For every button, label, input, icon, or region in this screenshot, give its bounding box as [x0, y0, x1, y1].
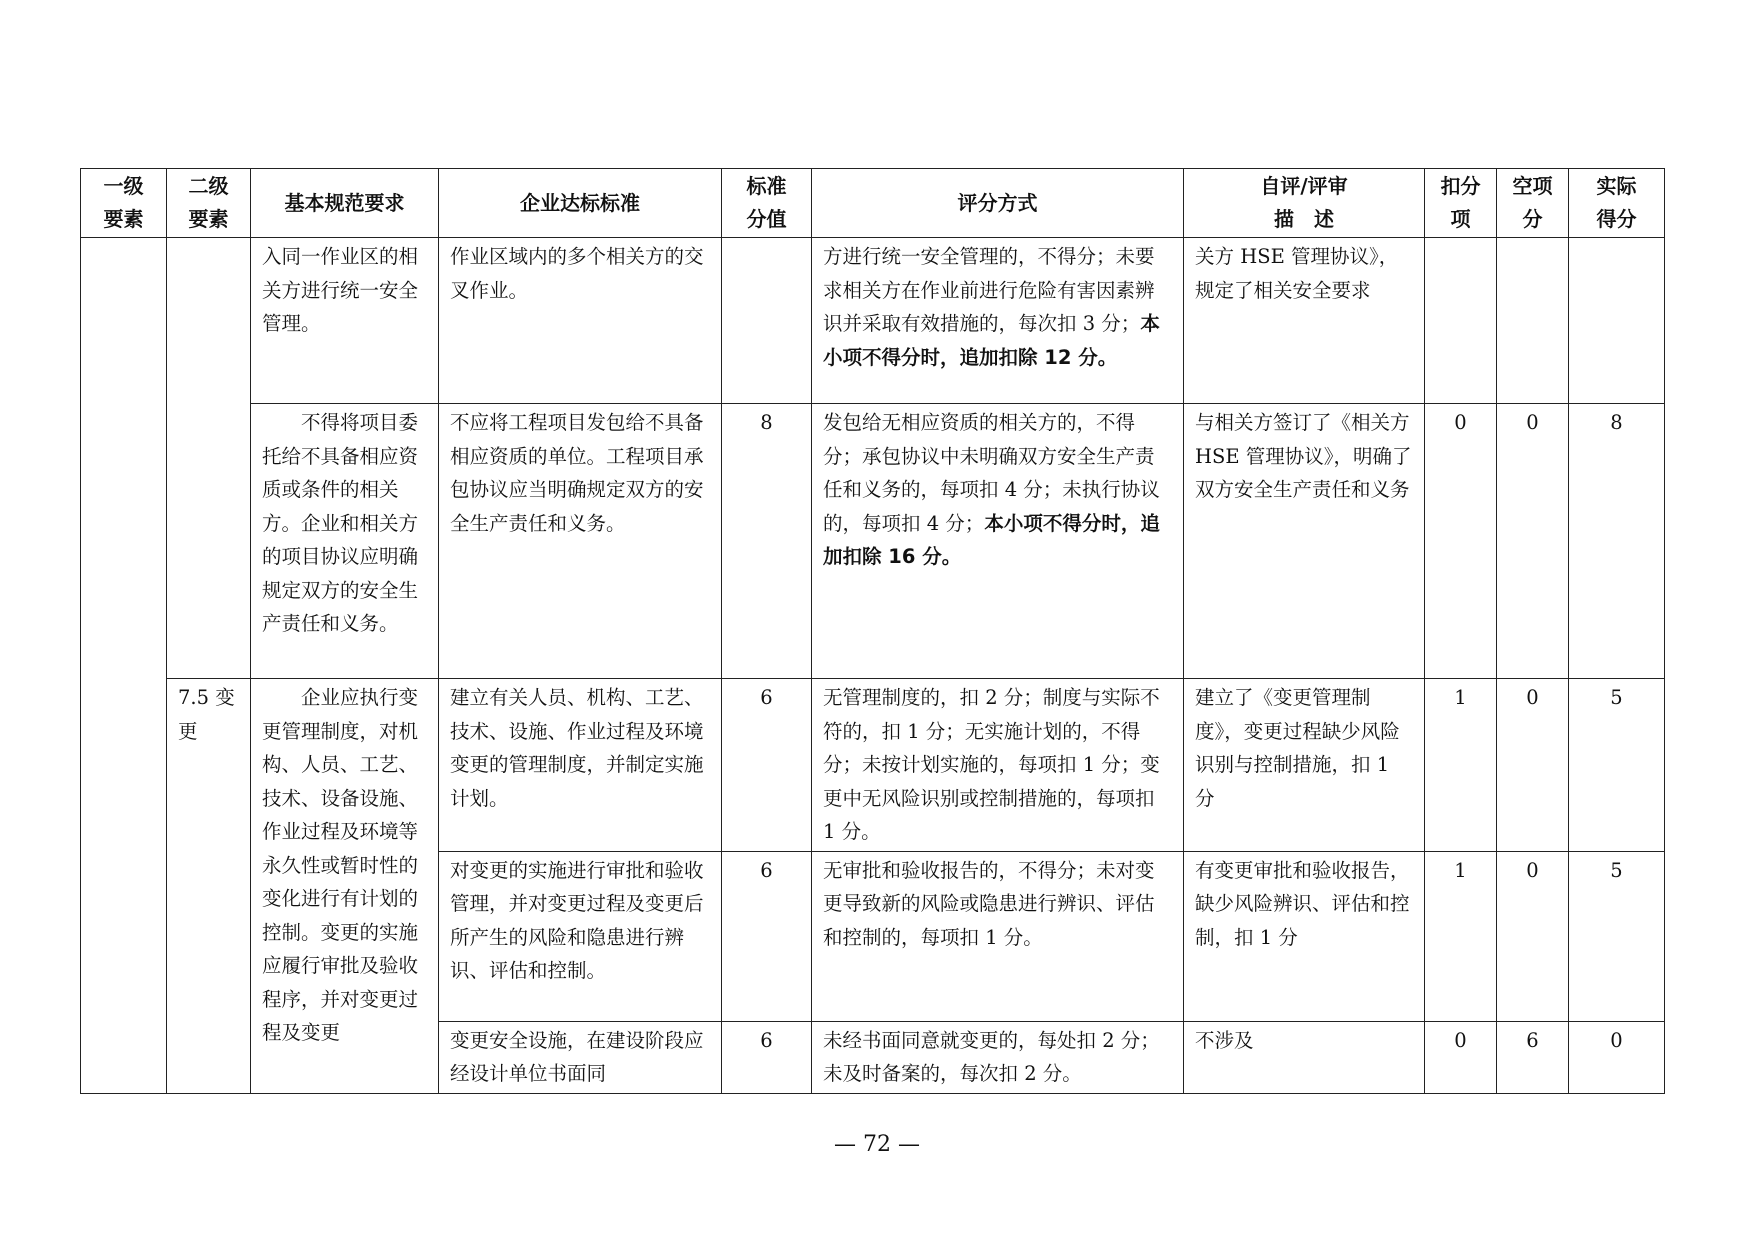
requirement-cell: 入同一作业区的相关方进行统一安全管理。 — [251, 238, 439, 404]
level1-cell — [81, 238, 167, 1094]
method-cell — [812, 238, 1184, 404]
method-cell — [812, 404, 1184, 679]
standard-cell: 不应将工程项目发包给不具备相应资质的单位。工程项目承包协议应当明确规定双方的安全生产责任和义务。 — [439, 404, 722, 679]
actual-cell: 5 — [1569, 679, 1665, 852]
method-bold-text: 本小项不得分时，追加扣除 12 分。 — [823, 312, 1160, 369]
requirement-cell: 企业应执行变更管理制度，对机构、人员、工艺、技术、设备设施、作业过程及环境等永久性或暂时性的变化进行有计划的控制。变更的实施应履行审批及验收程序，并对变更过程及变更 — [251, 679, 439, 1094]
header-description — [1184, 169, 1425, 238]
standard-cell: 建立有关人员、机构、工艺、技术、设施、作业过程及环境变更的管理制度，并制定实施计划。 — [439, 679, 722, 852]
header-level1-line1: 一级 — [103, 174, 144, 198]
table-row — [81, 404, 1665, 679]
deduct-cell: 0 — [1425, 1021, 1497, 1093]
header-level1-line2: 要素 — [103, 207, 144, 231]
method-cell: 无管理制度的，扣 2 分；制度与实际不符的，扣 1 分；无实施计划的，不得分；未按计划实施的，每项扣 1 分；变更中无风险识别或控制措施的，每项扣 1 分。 — [812, 679, 1184, 852]
header-level1 — [81, 169, 167, 238]
requirement-cell: 不得将项目委托给不具备相应资质或条件的相关方。企业和相关方的项目协议应明确规定双方的安全生产责任和义务。 — [251, 404, 439, 679]
score-cell: 6 — [722, 1021, 812, 1093]
deduct-cell: 0 — [1425, 404, 1497, 679]
header-description-line1: 自评/评审 — [1260, 174, 1348, 198]
header-requirement: 基本规范要求 — [251, 169, 439, 238]
deduct-cell — [1425, 238, 1497, 404]
standard-cell: 对变更的实施进行审批和验收管理，并对变更过程及变更后所产生的风险和隐患进行辨识、评估和控制。 — [439, 851, 722, 1021]
empty-cell: 0 — [1497, 679, 1569, 852]
description-cell: 有变更审批和验收报告，缺少风险辨识、评估和控制，扣 1 分 — [1184, 851, 1425, 1021]
deduct-cell: 1 — [1425, 679, 1497, 852]
actual-cell — [1569, 238, 1665, 404]
header-empty-line1: 空项 — [1512, 174, 1553, 198]
header-score-line1: 标准 — [746, 174, 787, 198]
evaluation-table — [80, 168, 1665, 1094]
method-cell: 未经书面同意就变更的，每处扣 2 分；未及时备案的，每次扣 2 分。 — [812, 1021, 1184, 1093]
empty-cell: 0 — [1497, 851, 1569, 1021]
page-number: — 72 — — [834, 1132, 920, 1157]
method-bold-text: 本小项不得分时，追加扣除 16 分。 — [823, 511, 1160, 568]
header-deduct-line1: 扣分 — [1440, 174, 1481, 198]
header-empty — [1497, 169, 1569, 238]
header-actual — [1569, 169, 1665, 238]
empty-cell: 6 — [1497, 1021, 1569, 1093]
header-score-line2: 分值 — [746, 207, 787, 231]
header-deduct-line2: 项 — [1450, 207, 1471, 231]
header-description-line2: 描 述 — [1274, 207, 1334, 231]
header-method: 评分方式 — [812, 169, 1184, 238]
actual-cell: 0 — [1569, 1021, 1665, 1093]
header-level2-line2: 要素 — [188, 207, 229, 231]
score-cell: 8 — [722, 404, 812, 679]
header-actual-line1: 实际 — [1596, 174, 1637, 198]
header-standard: 企业达标标准 — [439, 169, 722, 238]
level2-cell: 7.5 变更 — [167, 679, 251, 1094]
description-cell: 关方 HSE 管理协议》，规定了相关安全要求 — [1184, 238, 1425, 404]
deduct-cell: 1 — [1425, 851, 1497, 1021]
header-level2-line1: 二级 — [188, 174, 229, 198]
header-level2 — [167, 169, 251, 238]
method-text: 方进行统一安全管理的，不得分；未要求相关方在作业前进行危险有害因素辨识并采取有效措施的，每次扣 3 分； — [823, 245, 1155, 335]
table-row — [81, 238, 1665, 404]
table-header-row — [81, 169, 1665, 238]
score-cell — [722, 238, 812, 404]
header-deduct — [1425, 169, 1497, 238]
standard-cell: 作业区域内的多个相关方的交叉作业。 — [439, 238, 722, 404]
actual-cell: 5 — [1569, 851, 1665, 1021]
header-empty-line2: 分 — [1522, 207, 1543, 231]
score-cell: 6 — [722, 679, 812, 852]
standard-cell: 变更安全设施，在建设阶段应经设计单位书面同 — [439, 1021, 722, 1093]
empty-cell — [1497, 238, 1569, 404]
empty-cell: 0 — [1497, 404, 1569, 679]
method-cell: 无审批和验收报告的，不得分；未对变更导致新的风险或隐患进行辨识、评估和控制的，每项扣 1 分。 — [812, 851, 1184, 1021]
level2-cell-prev — [167, 238, 251, 679]
header-actual-line2: 得分 — [1596, 207, 1637, 231]
description-cell: 建立了《变更管理制度》，变更过程缺少风险识别与控制措施，扣 1 分 — [1184, 679, 1425, 852]
actual-cell: 8 — [1569, 404, 1665, 679]
description-cell: 不涉及 — [1184, 1021, 1425, 1093]
description-cell: 与相关方签订了《相关方 HSE 管理协议》，明确了双方安全生产责任和义务 — [1184, 404, 1425, 679]
method-text: 发包给无相应资质的相关方的，不得分；承包协议中未明确双方安全生产责任和义务的，每项扣 4 分；未执行协议的，每项扣 4 分； — [823, 411, 1160, 535]
score-cell: 6 — [722, 851, 812, 1021]
header-score — [722, 169, 812, 238]
table-row — [81, 679, 1665, 852]
